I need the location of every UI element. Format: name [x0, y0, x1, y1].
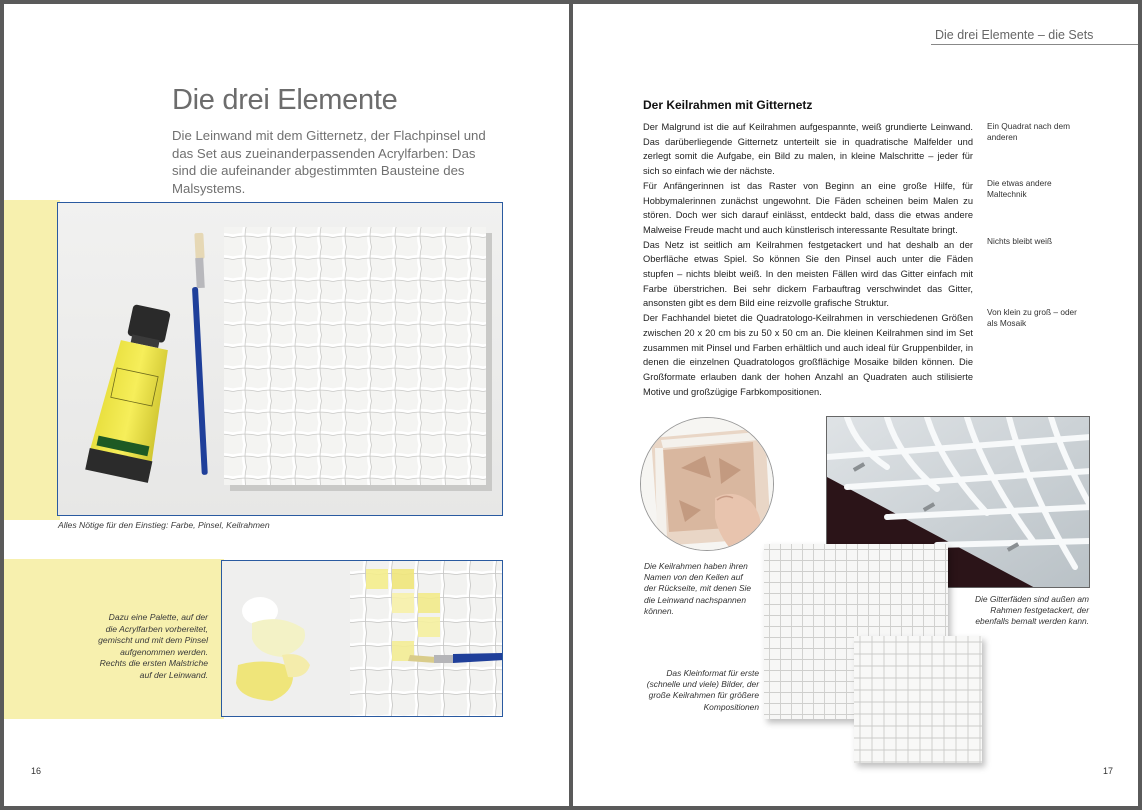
- palette-illustration: [222, 561, 503, 717]
- caption-palette: Dazu eine Palette, auf der die Acrylfarben vorbereitet, gemischt und mit dem Pinsel aufgenommen werden. Rechts die ersten Malstriche auf der Leinwand.: [98, 612, 208, 680]
- photo-canvas-back: [640, 417, 774, 551]
- photo-palette: [221, 560, 503, 717]
- caption-keilrahmen: Die Keilrahmen haben ihren Namen von den Keilen auf der Rückseite, mit denen Sie die Leinwand nachspannen können.: [644, 561, 752, 616]
- supplies-illustration: [58, 203, 503, 516]
- left-page: [4, 4, 569, 806]
- flat-brush: [192, 233, 208, 475]
- paragraph: Das Netz ist seitlich am Keilrahmen festgetackert und hat deshalb an der Oberfläche etwas Spiel. So können Sie den Pinsel auch unter die Fäden stupfen – nichts bleibt weiß. In den meisten Fällen wird das Gitter einfach mit Farbe überstrichen. Bei sehr dickem Farbauftrag verschwindet das Gitter, ansonsten gibt es dem Bild eine reizvolle grafische Struktur.: [643, 239, 973, 309]
- acrylic-paint-tube: [85, 301, 183, 483]
- caption-gitter: Die Gitterfäden sind außen am Rahmen festgetackert, der ebenfalls bemalt werden kann.: [974, 594, 1089, 627]
- margin-note: Von klein zu groß – oder als Mosaik: [987, 307, 1077, 328]
- section-heading: Der Keilrahmen mit Gitternetz: [643, 98, 813, 112]
- page-title: Die drei Elemente: [172, 84, 398, 116]
- photo-supplies: [57, 202, 503, 516]
- running-head-rule: [931, 44, 1138, 45]
- paragraph: Der Malgrund ist die auf Keilrahmen aufgespannte, weiß grundierte Leinwand. Das darüberliegende Gitternetz unterteilt sie in quadratische Malfelder und zerlegt somit die Aufgabe, ein Bild zu malen, in kleine Malschritte – jeder für sich so einfach wie der nächste.: [643, 122, 973, 177]
- caption-kleinformat: Das Kleinformat für erste (schnelle und viele) Bilder, der große Keilrahmen für größere Kompositionen: [646, 668, 759, 712]
- margin-note: Ein Quadrat nach dem anderen: [987, 121, 1071, 142]
- margin-note: Die etwas andere Maltechnik: [987, 178, 1052, 199]
- page-number-left: 16: [31, 766, 42, 776]
- margin-note: Nichts bleibt weiß: [987, 236, 1053, 246]
- paragraph: Der Fachhandel bietet die Quadratologo-Keilrahmen in verschiedenen Größen zwischen 20 x 20 cm bis zu 50 x 50 cm an. Die kleinen Keilrahmen sind im Set zusammen mit Pinsel und Farben erhältlich und auch ideal für Gruppenbilder, in denen die einzelnen Quadratologos großflächige Mosaike bilden können. Die Großformate erlauben dank der hohen Anzahl an Quadraten auch stilisierte Motive und großzügige Farbkompositionen.: [643, 313, 973, 397]
- yellow-band-top: [4, 200, 60, 520]
- page-number-right: 17: [1103, 766, 1114, 776]
- canvas-small: [854, 636, 982, 763]
- intro-text: Die Leinwand mit dem Gitternetz, der Flachpinsel und das Set aus zueinanderpassenden Acrylfarben: Das sind die aufeinander abgestimmten Bausteine des Malsystems.: [172, 128, 486, 196]
- grid-canvas: [224, 227, 486, 485]
- canvas-small-illustration: [854, 636, 982, 763]
- right-page: [573, 4, 1138, 806]
- body-text: [643, 120, 973, 399]
- caption-supplies: Alles Nötige für den Einstieg: Farbe, Pinsel, Keilrahmen: [58, 520, 270, 530]
- paragraph: Für Anfängerinnen ist das Raster von Beginn an eine große Hilfe, für Hobbymalerinnen zunächst ungewohnt. Die Fäden scheinen beim Malen zu stören. Doch wer sich darauf einlässt, entdeckt bald, dass die etwas andere Malweise Freude macht und auch künstlerisch interessante Resultate bringt.: [643, 180, 973, 235]
- canvas-back-illustration: [641, 418, 774, 551]
- running-head: Die drei Elemente – die Sets: [935, 28, 1094, 42]
